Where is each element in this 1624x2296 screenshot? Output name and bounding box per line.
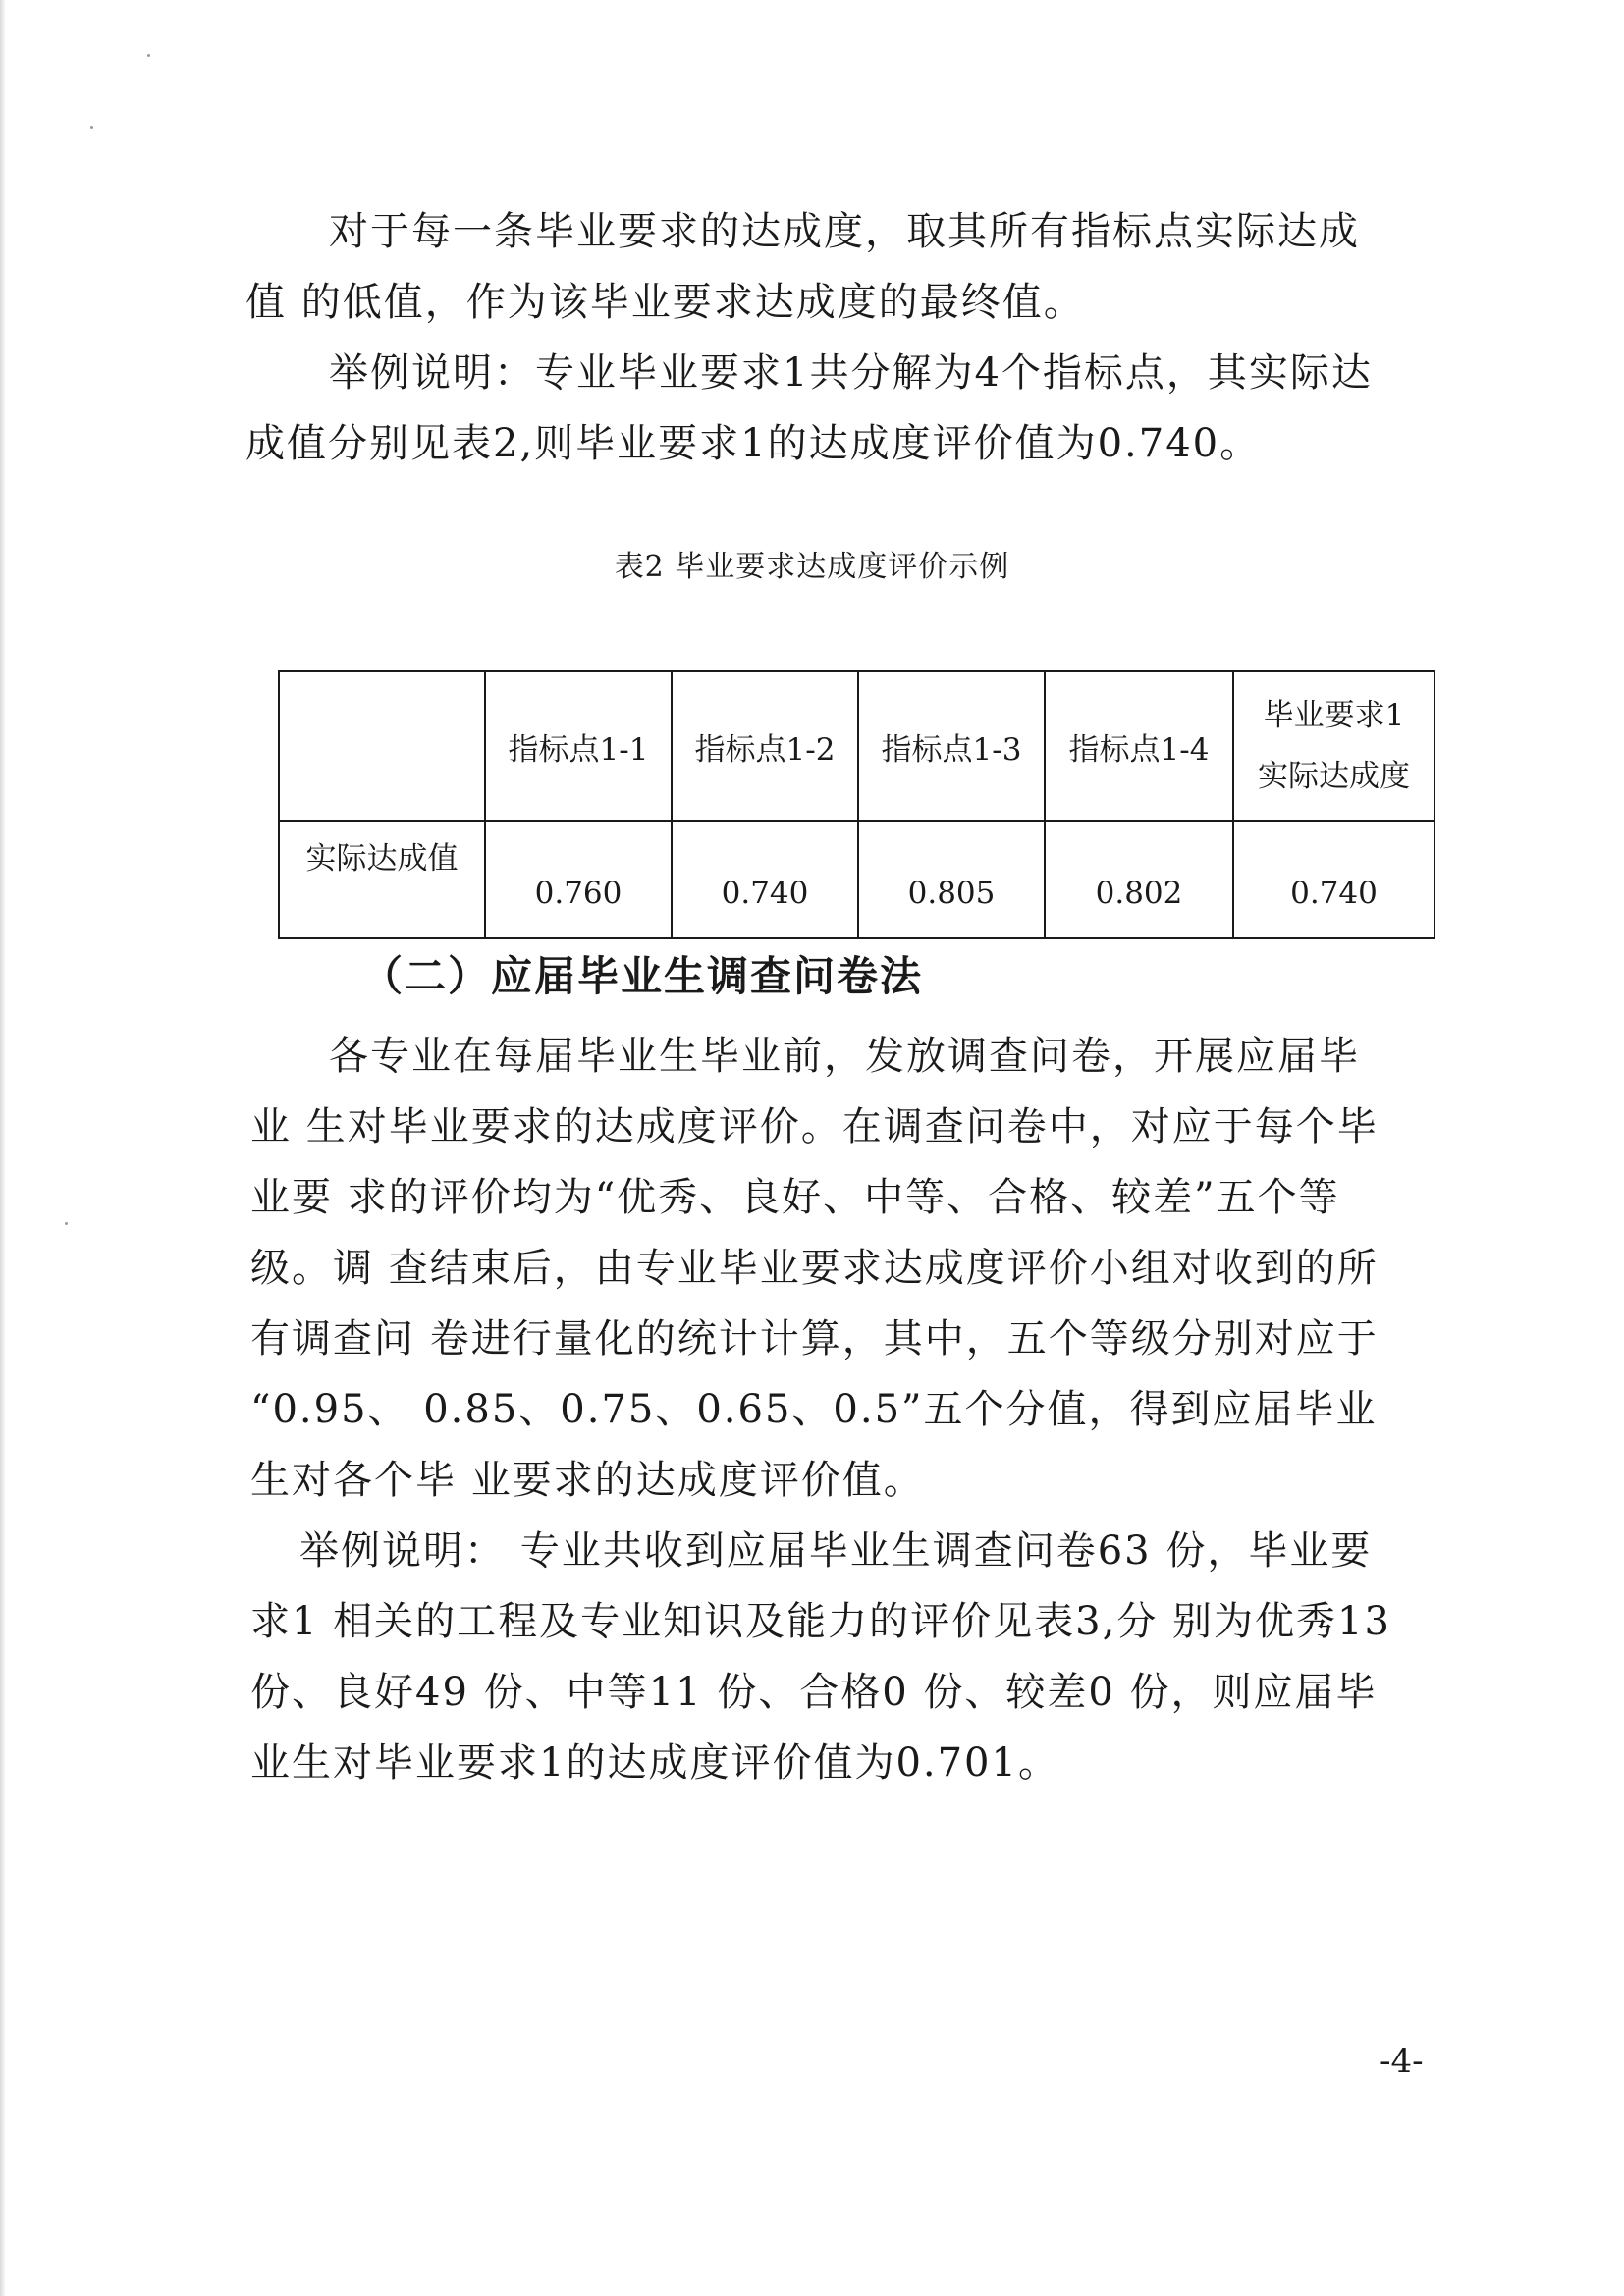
table-header-cell: 指标点1-1 — [485, 671, 672, 821]
text-line: 值 的低值，作为该毕业要求达成度的最终值。 — [245, 280, 1085, 325]
table-cell: 0.805 — [858, 821, 1045, 938]
paragraph-example-1-cont — [245, 408, 1261, 479]
table-cell: 0.802 — [1045, 821, 1233, 938]
paragraph-example-1 — [329, 338, 1373, 408]
table-header-cell-summary — [1233, 671, 1435, 821]
paragraph-survey-method-cont — [250, 1092, 1379, 1516]
table-header-row — [279, 671, 1435, 821]
table-row-label: 实际达成值 — [279, 821, 485, 938]
header-line: 实际达成度 — [1258, 759, 1410, 794]
table-header-cell: 指标点1-2 — [672, 671, 858, 821]
text-line: 生对各个毕 业要求的达成度评价值。 — [250, 1458, 925, 1503]
table-corner-cell — [279, 671, 485, 821]
table-caption: 表2 毕业要求达成度评价示例 — [614, 550, 1010, 584]
table-cell: 0.740 — [1233, 821, 1435, 938]
evaluation-table — [278, 670, 1435, 939]
text-line: 求1 相关的工程及专业知识及能力的评价见表3,分 别为优秀13 — [250, 1599, 1391, 1644]
text-line: 有调查问 卷进行量化的统计计算，其中，五个等级分别对应于 — [250, 1316, 1379, 1362]
text-line: 对于每一条毕业要求的达成度，取其所有指标点实际达成 — [329, 209, 1360, 254]
scan-speck — [65, 1222, 68, 1225]
text-line: 业 生对毕业要求的达成度评价。在调查问卷中，对应于每个毕 — [250, 1104, 1379, 1149]
text-line: 各专业在每届毕业生毕业前，发放调查问卷，开展应届毕 — [329, 1034, 1360, 1079]
text-line: 成值分别见表2,则毕业要求1的达成度评价值为0.740。 — [245, 421, 1262, 466]
paragraph-achievement-rule-cont — [245, 267, 1085, 338]
text-line: 举例说明： 专业共收到应届毕业生调查问卷63 份，毕业要 — [299, 1528, 1373, 1574]
table-cell: 0.740 — [672, 821, 858, 938]
text-line: 举例说明：专业毕业要求1共分解为4个指标点，其实际达 — [329, 350, 1373, 396]
paragraph-survey-method — [329, 1021, 1360, 1092]
paragraph-example-2-cont — [250, 1586, 1391, 1798]
table-header-cell: 指标点1-3 — [858, 671, 1045, 821]
header-line: 毕业要求1 — [1263, 698, 1405, 733]
table-header-cell: 指标点1-4 — [1045, 671, 1233, 821]
text-line: 级。调 查结束后，由专业毕业要求达成度评价小组对收到的所 — [250, 1246, 1379, 1291]
text-line: 份、良好49 份、中等11 份、合格0 份、较差0 份，则应届毕 — [250, 1670, 1378, 1715]
paragraph-achievement-rule — [329, 196, 1360, 267]
section-heading: （二）应届毕业生调查问卷法 — [361, 952, 924, 1000]
text-line: “0.95、 0.85、0.75、0.65、0.5”五个分值，得到应届毕业 — [250, 1387, 1378, 1432]
table-row — [279, 821, 1435, 938]
scan-speck — [147, 54, 150, 57]
scan-speck — [90, 126, 93, 129]
text-line: 业要 求的评价均为“优秀、良好、中等、合格、较差”五个等 — [250, 1175, 1340, 1220]
paragraph-example-2 — [299, 1516, 1372, 1586]
table-cell: 0.760 — [485, 821, 672, 938]
text-line: 业生对毕业要求1的达成度评价值为0.701。 — [250, 1740, 1059, 1786]
scan-edge — [0, 0, 6, 2296]
page-number: -4- — [1380, 2042, 1424, 2081]
